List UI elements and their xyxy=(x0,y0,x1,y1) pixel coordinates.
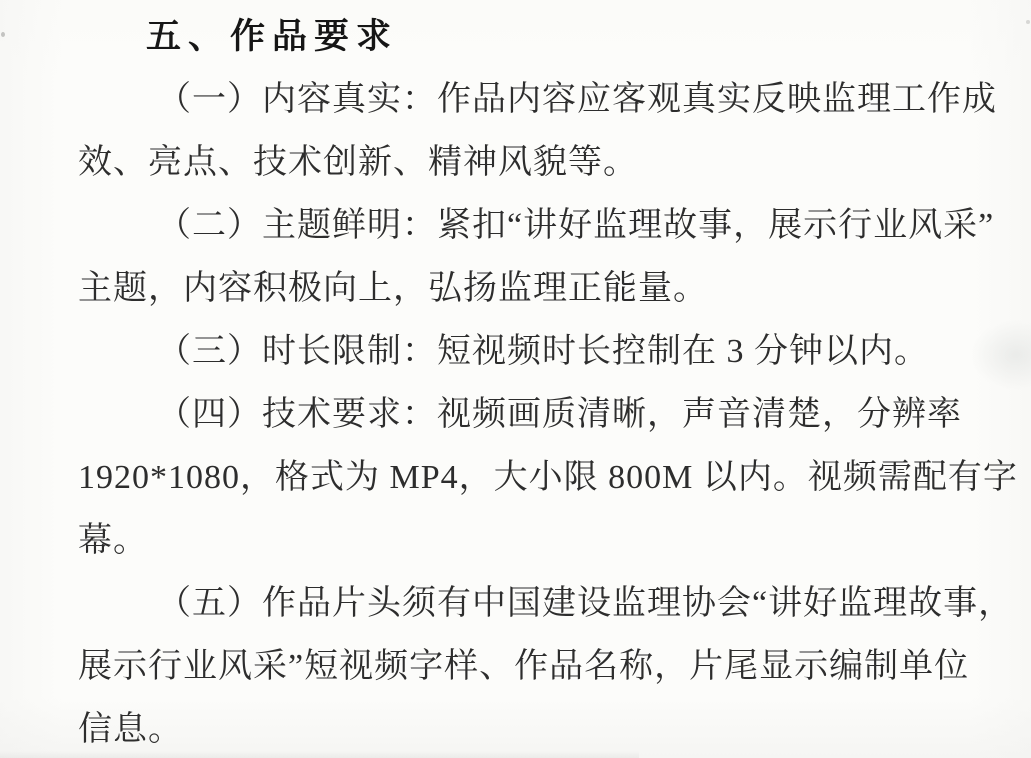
scan-speck xyxy=(1,32,5,37)
text-line-clause4-2: 1920*1080，格式为 MP4，大小限 800M 以内。视频需配有字 xyxy=(78,459,1018,496)
text-line-clause5-1: （五）作品片头须有中国建设监理协会“讲好监理故事， xyxy=(157,585,1014,622)
text-line-clause4-1: （四）技术要求：视频画质清晰，声音清楚，分辨率 xyxy=(157,396,962,433)
text-line-clause3-1: （三）时长限制：短视频时长控制在 3 分钟以内。 xyxy=(157,333,929,370)
text-line-clause2-2: 主题，内容积极向上，弘扬监理正能量。 xyxy=(78,270,708,307)
text-line-clause5-3: 信息。 xyxy=(78,711,183,748)
scan-bottom-shade xyxy=(0,751,639,758)
text-line-clause1-2: 效、亮点、技术创新、精神风貌等。 xyxy=(78,144,638,181)
scan-shading-blotch xyxy=(971,320,1031,390)
text-line-clause4-3: 幕。 xyxy=(78,522,148,559)
section-heading: 五、作品要求 xyxy=(146,17,399,56)
text-line-clause1-1: （一）内容真实：作品内容应客观真实反映监理工作成 xyxy=(157,81,997,118)
scan-speck xyxy=(1026,20,1030,24)
text-line-clause2-1: （二）主题鲜明：紧扣“讲好监理故事，展示行业风采” xyxy=(157,207,995,244)
text-line-clause5-2: 展示行业风采”短视频字样、作品名称，片尾显示编制单位 xyxy=(78,648,970,685)
document-text-block xyxy=(0,5,1031,758)
